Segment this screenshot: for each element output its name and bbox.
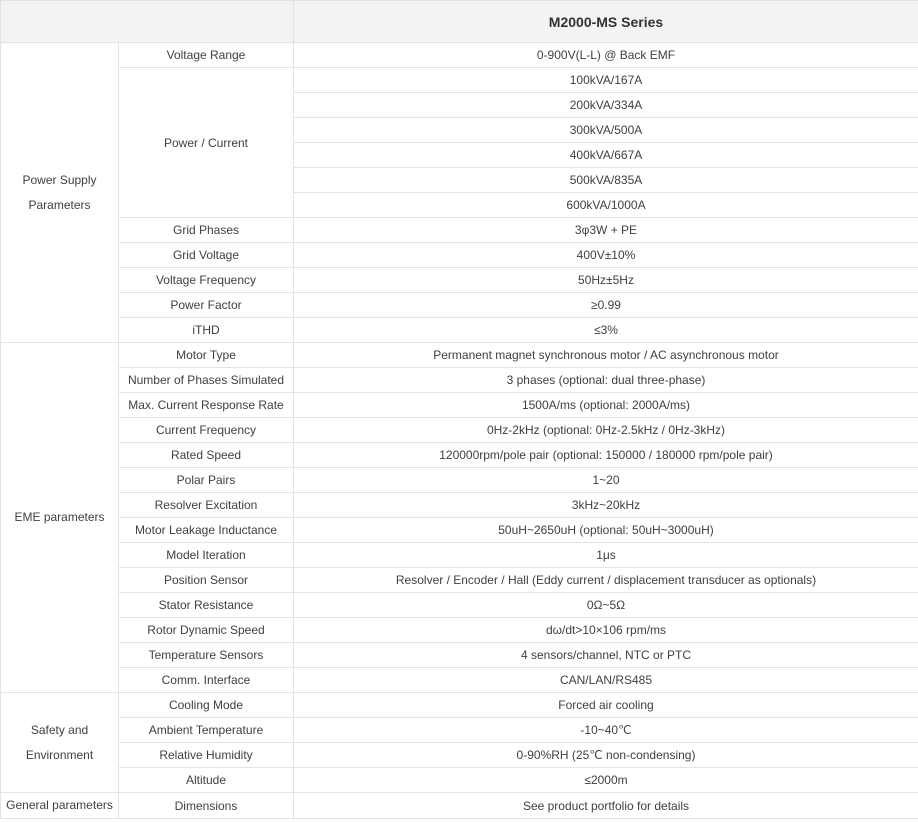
table-row [1, 768, 918, 793]
param-label: Motor Leakage Inductance [119, 518, 294, 543]
param-value: Forced air cooling [294, 693, 918, 718]
param-label: Altitude [119, 768, 294, 793]
param-value: 500kVA/835A [294, 168, 918, 193]
table-row [1, 268, 918, 293]
table-row [1, 418, 918, 443]
param-label: Resolver Excitation [119, 493, 294, 518]
param-value: 3φ3W + PE [294, 218, 918, 243]
param-label: Ambient Temperature [119, 718, 294, 743]
param-value: 600kVA/1000A [294, 193, 918, 218]
group-power-supply [1, 43, 119, 343]
param-value: 300kVA/500A [294, 118, 918, 143]
param-label: Motor Type [119, 343, 294, 368]
table-row [1, 318, 918, 343]
param-label: Power Factor [119, 293, 294, 318]
param-label: Grid Voltage [119, 243, 294, 268]
param-value: Permanent magnet synchronous motor / AC asynchronous motor [294, 343, 918, 368]
param-label: Cooling Mode [119, 693, 294, 718]
param-label: Grid Phases [119, 218, 294, 243]
param-label: Stator Resistance [119, 593, 294, 618]
header-row [1, 1, 918, 43]
param-value: 200kVA/334A [294, 93, 918, 118]
table-row [1, 468, 918, 493]
group-label-line: Safety and [30, 722, 89, 737]
param-value: -10~40℃ [294, 718, 918, 743]
table-row [1, 643, 918, 668]
param-value: 1500A/ms (optional: 2000A/ms) [294, 393, 918, 418]
param-label: Polar Pairs [119, 468, 294, 493]
table-row [1, 243, 918, 268]
param-label: Rotor Dynamic Speed [119, 618, 294, 643]
group-eme: EME parameters [1, 343, 119, 693]
param-value: 0Hz-2kHz (optional: 0Hz-2.5kHz / 0Hz-3kHz) [294, 418, 918, 443]
table-row [1, 668, 918, 693]
param-value: 0-900V(L-L) @ Back EMF [294, 43, 918, 68]
table-row [1, 68, 918, 93]
param-value: CAN/LAN/RS485 [294, 668, 918, 693]
param-value: ≥0.99 [294, 293, 918, 318]
param-value: 4 sensors/channel, NTC or PTC [294, 643, 918, 668]
param-value: Resolver / Encoder / Hall (Eddy current / displacement transducer as optionals) [294, 568, 918, 593]
param-label: Voltage Frequency [119, 268, 294, 293]
param-value: 50uH~2650uH (optional: 50uH~3000uH) [294, 518, 918, 543]
param-label: Temperature Sensors [119, 643, 294, 668]
table-row [1, 718, 918, 743]
table-row [1, 518, 918, 543]
table-row [1, 593, 918, 618]
param-value: 100kVA/167A [294, 68, 918, 93]
table-row [1, 693, 918, 718]
table-row [1, 443, 918, 468]
param-value: 50Hz±5Hz [294, 268, 918, 293]
param-label: Voltage Range [119, 43, 294, 68]
param-label: Dimensions [119, 793, 294, 819]
param-value: dω/dt>10×106 rpm/ms [294, 618, 918, 643]
param-label: Rated Speed [119, 443, 294, 468]
param-label: Power / Current [119, 68, 294, 218]
group-general: General parameters [1, 793, 119, 819]
table-row [1, 393, 918, 418]
table-row [1, 743, 918, 768]
header-blank-cell [1, 1, 294, 43]
param-label: Position Sensor [119, 568, 294, 593]
param-value: 3 phases (optional: dual three-phase) [294, 368, 918, 393]
param-value: 0Ω~5Ω [294, 593, 918, 618]
group-label-line: Power Supply [22, 172, 97, 187]
table-row [1, 568, 918, 593]
param-value: 3kHz~20kHz [294, 493, 918, 518]
param-value: See product portfolio for details [294, 793, 918, 819]
param-value: 0-90%RH (25℃ non-condensing) [294, 743, 918, 768]
table-row [1, 793, 918, 819]
table-row [1, 43, 918, 68]
table-row [1, 618, 918, 643]
param-value: 1~20 [294, 468, 918, 493]
param-label: Model Iteration [119, 543, 294, 568]
param-label: Max. Current Response Rate [119, 393, 294, 418]
param-label: Relative Humidity [119, 743, 294, 768]
table-row [1, 218, 918, 243]
param-value: 400V±10% [294, 243, 918, 268]
param-label: Number of Phases Simulated [119, 368, 294, 393]
series-title: M2000-MS Series [294, 1, 918, 43]
param-value: 400kVA/667A [294, 143, 918, 168]
param-label: Current Frequency [119, 418, 294, 443]
table-row [1, 293, 918, 318]
param-label: iTHD [119, 318, 294, 343]
group-label-line: Environment [25, 747, 94, 762]
table-row [1, 368, 918, 393]
param-value: ≤3% [294, 318, 918, 343]
table-row [1, 543, 918, 568]
table-row [1, 343, 918, 368]
group-label-line: Parameters [28, 197, 91, 212]
param-value: ≤2000m [294, 768, 918, 793]
table-row [1, 493, 918, 518]
param-label: Comm. Interface [119, 668, 294, 693]
param-value: 120000rpm/pole pair (optional: 150000 / 180000 rpm/pole pair) [294, 443, 918, 468]
group-safety-environment [1, 693, 119, 793]
param-value: 1μs [294, 543, 918, 568]
